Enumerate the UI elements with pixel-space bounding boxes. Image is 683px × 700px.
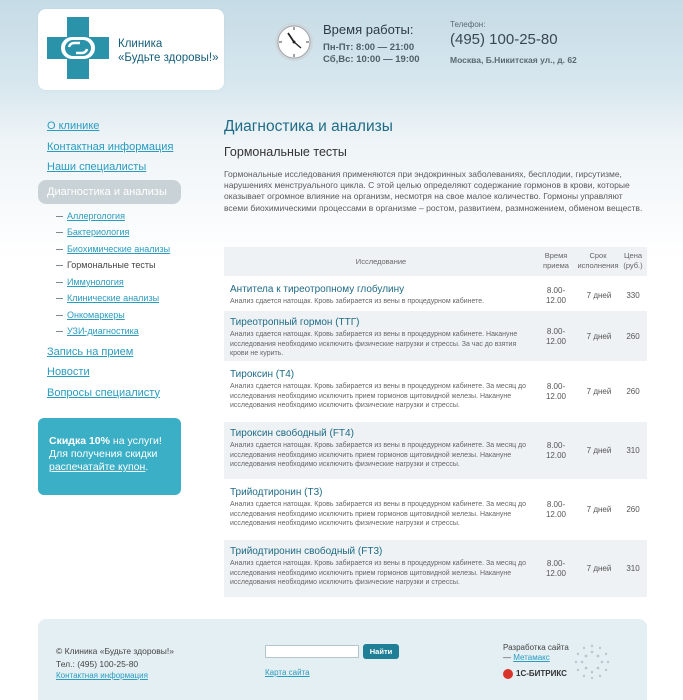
row-time <box>538 382 574 402</box>
subnav-item-oncomarkers[interactable]: Онкомаркеры <box>38 309 181 326</box>
clinic-name-line1: Клиника <box>118 38 163 50</box>
search-input[interactable] <box>265 645 359 658</box>
phone-number: (495) 100-25-80 <box>450 31 558 48</box>
row-time-line1: 8.00- <box>546 500 566 509</box>
row-description: Анализ сдается натощак. Кровь забирается из вены в процедурном кабинете. <box>230 298 485 305</box>
header-time-line1: Время <box>544 251 568 260</box>
clinic-name-line2: «Будьте здоровы!» <box>118 52 219 64</box>
clock-icon <box>274 22 314 62</box>
row-title: Тироксин (Т4) <box>230 369 295 380</box>
row-time-line2: 12.00 <box>545 392 567 401</box>
subnav-item-clinical[interactable]: Клинические анализы <box>38 292 181 309</box>
tests-table <box>224 247 647 597</box>
row-title: Трийодтиронин свободный (FT3) <box>230 546 383 557</box>
developer-label: Разработка сайта <box>503 643 569 652</box>
address: Москва, Б.Никитская ул., д. 62 <box>450 55 577 65</box>
row-description: Анализ сдается натощак. Кровь забирается из вены в процедурном кабинете. Накануне исследования необходимо исключить физические нагрузки и стрессы. За час до взятия крови не курить. <box>230 331 518 357</box>
row-price: 260 <box>626 505 640 514</box>
discount-promo <box>38 418 181 495</box>
table-row <box>224 278 647 309</box>
header-period-line2: исполнения <box>577 261 619 270</box>
bitrix-logo-icon <box>503 669 513 679</box>
header-price-line2: (руб.) <box>623 261 643 270</box>
row-time-line1: 8.00- <box>546 327 566 336</box>
subnav-item-ultrasound[interactable]: УЗИ-диагностика <box>38 325 181 342</box>
header-time <box>538 251 574 271</box>
footer-copyright: © Клиника «Будьте здоровы!» <box>56 646 174 656</box>
developer-credit <box>503 643 569 663</box>
intro-paragraph: Гормональные исследования применяются при эндокринных заболеваниях, бесплодии, гирсутизме, нарушениях менструального цикла. С этой целью определяют содержание гормонов в крови, которые оказывает огромное влияние на организм, несмотря на свое малое количество. Гормоны управляют всеми биохимическими процессами в организме – ростом, развитием, размножением, обменом веществ. <box>224 169 643 213</box>
row-period: 7 дней <box>586 291 612 300</box>
row-period: 7 дней <box>586 446 612 455</box>
row-title: Антитела к тиреотропному глобулину <box>230 284 405 295</box>
header-period-line1: Срок <box>589 251 607 260</box>
table-row <box>224 311 647 361</box>
header-price <box>620 251 646 271</box>
clinic-cross-logo-icon <box>47 17 109 79</box>
table-row <box>224 363 647 420</box>
row-time-line1: 8.00- <box>546 286 566 295</box>
header-time-line2: приема <box>543 261 569 270</box>
row-time-line1: 8.00- <box>546 441 566 450</box>
row-title: Трийодтиронин (Т3) <box>230 487 323 498</box>
subnav-item-immunology[interactable]: Иммунология <box>38 276 181 293</box>
row-period: 7 дней <box>586 505 612 514</box>
row-time-line2: 12.00 <box>545 510 567 519</box>
row-period: 7 дней <box>586 332 612 341</box>
nav-item-specialists[interactable]: Наши специалисты <box>47 161 147 173</box>
developer-dash: — <box>503 653 514 662</box>
row-price: 260 <box>626 332 640 341</box>
print-coupon-link[interactable]: распечатайте купон <box>49 461 146 473</box>
promo-text1: на услуги! <box>110 435 162 447</box>
row-price: 310 <box>626 564 640 573</box>
row-price: 330 <box>626 291 640 300</box>
sidebar-nav <box>38 118 181 405</box>
row-title: Тиреотропный гормон (ТТГ) <box>230 317 360 328</box>
subnav-item-allergology[interactable]: Аллергология <box>38 210 181 227</box>
footer-contact-link[interactable]: Контактная информация <box>56 671 148 680</box>
row-price: 310 <box>626 446 640 455</box>
nav-item-news[interactable]: Новости <box>47 366 90 378</box>
sitemap-link[interactable]: Карта сайта <box>265 668 310 677</box>
metamax-globe-logo-icon[interactable] <box>572 642 612 682</box>
row-time <box>538 500 574 520</box>
row-time <box>538 286 574 306</box>
row-time-line1: 8.00- <box>546 382 566 391</box>
row-description: Анализ сдается натощак. Кровь забирается из вены в процедурном кабинете. За месяц до исследования необходимо исключить прием гормонов щитовидной железы. Накануне исследования необходимо исключить физические нагрузки и стрессы. <box>230 383 527 409</box>
row-time-line2: 12.00 <box>545 296 567 305</box>
bitrix-label: 1С-БИТРИКС <box>516 669 567 679</box>
header-study: Исследование <box>355 257 407 266</box>
table-row <box>224 422 647 479</box>
developer-link[interactable]: Метамакс <box>513 653 550 662</box>
table-row <box>224 481 647 538</box>
table-header <box>224 247 647 276</box>
nav-item-diagnostics[interactable]: Диагностика и анализы <box>38 180 181 204</box>
row-period: 7 дней <box>586 387 612 396</box>
promo-dot: . <box>145 461 149 473</box>
hours-title: Время работы: <box>323 22 414 37</box>
footer-phone: Тел.: (495) 100-25-80 <box>56 659 139 669</box>
row-time-line2: 12.00 <box>545 451 567 460</box>
row-time <box>538 441 574 461</box>
row-period: 7 дней <box>586 564 612 573</box>
row-price: 260 <box>626 387 640 396</box>
row-title: Тироксин свободный (FT4) <box>230 428 354 439</box>
footer <box>38 619 647 700</box>
header-period <box>575 251 621 271</box>
logo-box[interactable] <box>38 9 224 90</box>
section-title: Гормональные тесты <box>224 145 347 159</box>
promo-discount: Скидка 10% <box>49 435 110 447</box>
subnav-item-bacteriology[interactable]: Бактериология <box>38 226 181 243</box>
phone-label: Телефон: <box>450 20 486 29</box>
promo-text2: Для получения скидки <box>49 448 158 460</box>
row-time-line1: 8.00- <box>546 559 566 568</box>
subnav-item-biochemistry[interactable]: Биохимические анализы <box>38 243 181 260</box>
header-price-line1: Цена <box>623 251 643 260</box>
page-title: Диагностика и анализы <box>224 118 393 135</box>
row-description: Анализ сдается натощак. Кровь забирается из вены в процедурном кабинете. За месяц до исследования необходимо исключить прием гормонов щитовидной железы. Накануне исследования необходимо исключить физические нагрузки и стрессы. <box>230 560 527 586</box>
table-row <box>224 540 647 597</box>
nav-item-appointment[interactable]: Запись на прием <box>47 345 134 358</box>
nav-item-questions[interactable]: Вопросы специалисту <box>47 386 160 399</box>
row-description: Анализ сдается натощак. Кровь забирается из вены в процедурном кабинете. За месяц до исследования необходимо исключить прием гормонов щитовидной железы. Накануне исследования необходимо исключить физические нагрузки и стрессы. <box>230 442 527 468</box>
hours-weekdays: Пн-Пт: 8:00 — 21:00 <box>323 42 415 53</box>
nav-item-contacts[interactable]: Контактная информация <box>47 140 174 153</box>
subnav-item-hormone-tests[interactable]: Гормональные тесты <box>38 259 181 276</box>
row-time-line2: 12.00 <box>545 569 567 578</box>
hours-weekend: Сб,Вс: 10:00 — 19:00 <box>323 54 420 65</box>
row-description: Анализ сдается натощак. Кровь забирается из вены в процедурном кабинете. За месяц до исследования необходимо исключить прием гормонов щитовидной железы. Накануне исследования необходимо исключить физические нагрузки и стрессы. <box>230 501 527 527</box>
row-time <box>538 559 574 579</box>
bitrix-badge[interactable] <box>503 669 567 679</box>
search-button[interactable]: Найти <box>363 644 399 659</box>
clinic-name <box>118 37 218 65</box>
row-time-line2: 12.00 <box>545 337 567 346</box>
row-time <box>538 327 574 347</box>
nav-item-about[interactable]: О клинике <box>47 120 100 132</box>
